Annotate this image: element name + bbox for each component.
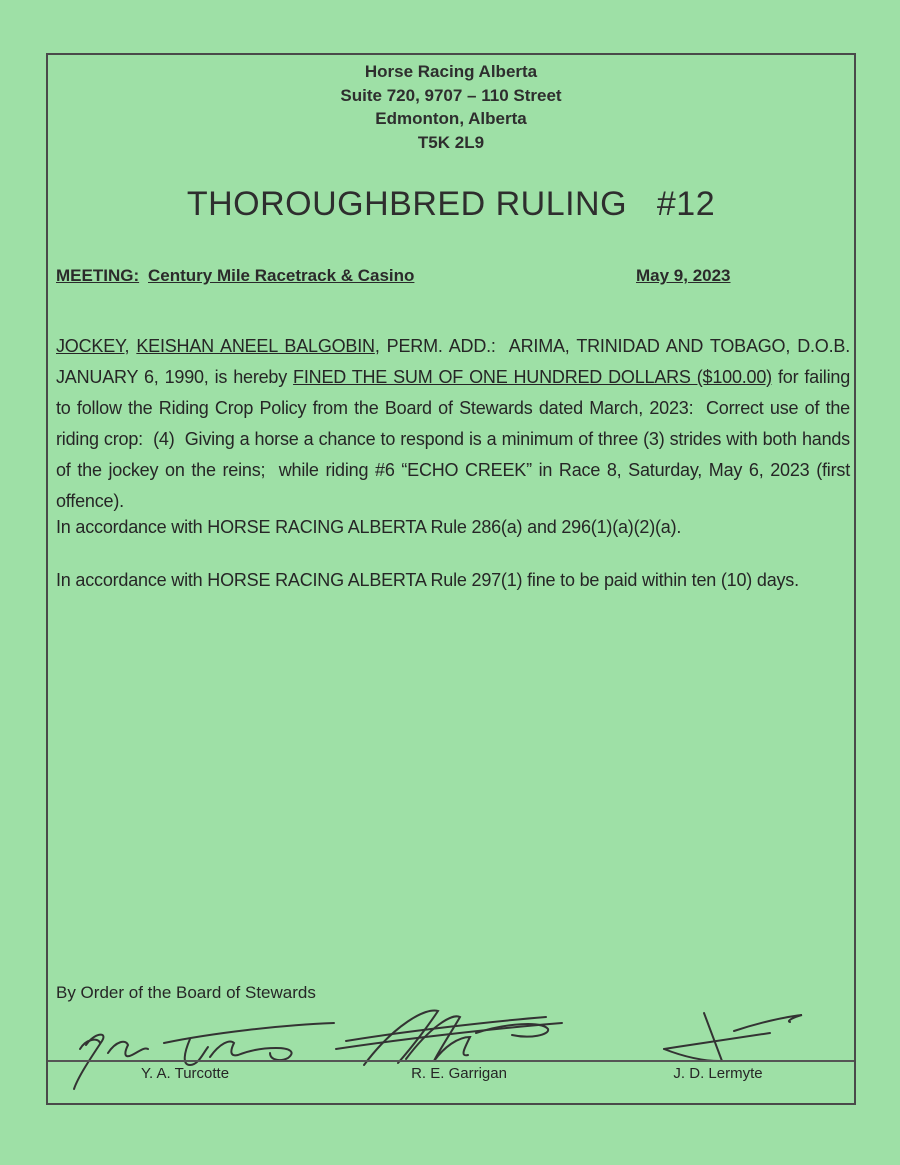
postal-code: T5K 2L9 (417, 132, 485, 152)
signature-line (48, 1060, 854, 1062)
jockey-label: JOCKEY (56, 336, 125, 356)
signature-turcotte-image (72, 1011, 342, 1095)
meeting-row (48, 266, 854, 290)
signatory-name: J. D. Lermyte (673, 1065, 763, 1082)
separator-text: , (124, 336, 137, 356)
ruling-text-mid: , PERM. ADD.: ARIMA, TRINIDAD AND TOBAGO, D.O.B. JANUARY 6, 1990, is hereby (56, 336, 855, 387)
meeting-label: MEETING: (56, 266, 140, 285)
signatory-name: R. E. Garrigan (411, 1065, 507, 1082)
ruling-text-rest: for failing to follow the Riding Crop Policy from the Board of Stewards dated March, 2023: Correct use of the riding crop: (4) Giving a horse a chance to respond is a minimum of three (3) strides with both hands of the jockey on the reins; while riding #6 “ECHO CREEK” in Race 8, Saturday, May 6, 2023 (first offence). (56, 367, 855, 511)
jockey-name: KEISHAN ANEEL BALGOBIN (136, 336, 375, 356)
signature-garrigan-image (334, 1003, 566, 1073)
city-line: Edmonton, Alberta (375, 109, 527, 128)
letterhead (48, 60, 854, 154)
ruling-paragraph (56, 331, 855, 517)
signatory-name: Y. A. Turcotte (140, 1065, 230, 1082)
signature-lermyte-image (642, 1009, 814, 1067)
meeting-date: May 9, 2023 (636, 266, 731, 285)
rule-reference-2: In accordance with HORSE RACING ALBERTA Rule 297(1) fine to be paid within ten (10) days. (56, 570, 799, 590)
address-line: Suite 720, 9707 – 110 Street (340, 85, 562, 105)
by-order-text: By Order of the Board of Stewards (56, 983, 316, 1002)
rule-reference-1: In accordance with HORSE RACING ALBERTA Rule 286(a) and 296(1)(a)(2)(a). (56, 517, 682, 537)
document-border (46, 53, 856, 1105)
fine-statement: FINED THE SUM OF ONE HUNDRED DOLLARS ($100.00) (293, 367, 772, 387)
org-name: Horse Racing Alberta (364, 62, 538, 81)
document-title: THOROUGHBRED RULING #12 (186, 185, 716, 223)
meeting-venue: Century Mile Racetrack & Casino (148, 266, 415, 285)
